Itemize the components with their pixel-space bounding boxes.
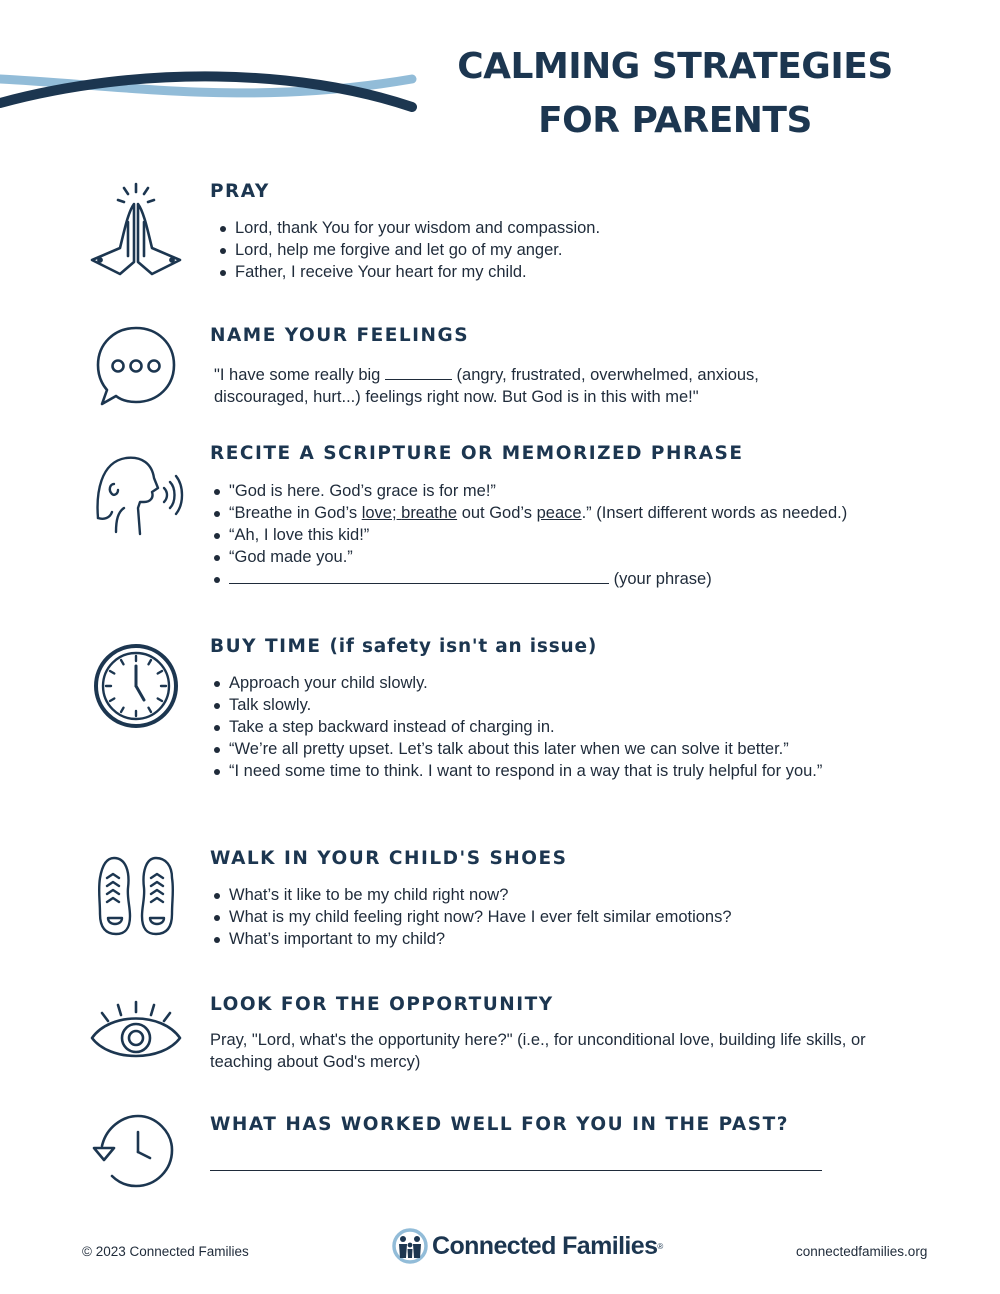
- eye-icon: [88, 998, 184, 1064]
- heading-qualifier: (if safety isn't an issue): [329, 636, 598, 657]
- list-item: What’s important to my child?: [210, 928, 732, 950]
- shoe-soles-icon: [94, 854, 178, 938]
- history-clock-icon: [92, 1112, 176, 1192]
- list-item: Lord, help me forgive and let go of my anger.: [216, 239, 600, 261]
- opportunity-text: Pray, "Lord, what's the opportunity here?" (i.e., for unconditional love, building life skills, or teaching about God's mercy): [210, 1031, 866, 1071]
- recite-list: [210, 480, 847, 590]
- praying-hands-icon: [80, 182, 190, 282]
- statement-end: discouraged, hurt...) feelings right now. But God is in this with me!": [214, 388, 699, 406]
- section-heading: NAME YOUR FEELINGS: [210, 325, 470, 346]
- list-item: Approach your child slowly.: [210, 672, 822, 694]
- list-item: (your phrase): [210, 568, 847, 590]
- underlined-word-peace: peace: [536, 504, 582, 522]
- list-item: “I need some time to think. I want to respond in a way that is truly helpful for you.”: [210, 760, 822, 782]
- buy-time-list: [210, 672, 822, 782]
- underlined-word-love: love;: [361, 504, 397, 522]
- feelings-statement: [214, 364, 759, 408]
- speaking-person-icon: [94, 454, 190, 538]
- brand-name: Connected Families: [432, 1231, 658, 1260]
- pray-list: [216, 217, 600, 283]
- page-title-line-2: FOR PARENTS: [538, 100, 812, 141]
- your-phrase-blank: [229, 570, 609, 584]
- footer-copyright: © 2023 Connected Families: [82, 1244, 249, 1259]
- section-heading: RECITE A SCRIPTURE OR MEMORIZED PHRASE: [210, 443, 744, 464]
- list-item: “We’re all pretty upset. Let’s talk about this later when we can solve it better.”: [210, 738, 822, 760]
- page-title-line-1: CALMING STRATEGIES: [457, 46, 893, 87]
- list-item: Father, I receive Your heart for my child.: [216, 261, 600, 283]
- speech-bubble-icon: [94, 324, 178, 408]
- section-heading: WALK IN YOUR CHILD'S SHOES: [210, 848, 568, 869]
- list-item: Lord, thank You for your wisdom and compassion.: [216, 217, 600, 239]
- section-heading: PRAY: [210, 181, 270, 202]
- clock-icon: [92, 642, 180, 730]
- list-item: Talk slowly.: [210, 694, 822, 716]
- family-logo-icon: [392, 1228, 428, 1264]
- section-heading: LOOK FOR THE OPPORTUNITY: [210, 994, 554, 1015]
- shoes-list: [210, 884, 732, 950]
- statement-start: "I have some really big: [214, 366, 381, 384]
- answer-line: [210, 1170, 822, 1171]
- statement-options: (angry, frustrated, overwhelmed, anxious,: [456, 366, 759, 384]
- list-item: "God is here. God’s grace is for me!”: [210, 480, 847, 502]
- list-item: “God made you.”: [210, 546, 847, 568]
- section-heading: WHAT HAS WORKED WELL FOR YOU IN THE PAST?: [210, 1114, 789, 1135]
- registered-mark: ®: [657, 1241, 664, 1251]
- list-item: What is my child feeling right now? Have I ever felt similar emotions?: [210, 906, 732, 928]
- list-item: “Breathe in God’s love; breathe out God’s peace.” (Insert different words as needed.): [210, 502, 847, 524]
- section-heading: BUY TIME (if safety isn't an issue): [210, 636, 598, 657]
- header-swoosh-graphic: [0, 55, 420, 130]
- underlined-word-breathe: breathe: [401, 504, 458, 522]
- brand-logo: [392, 1228, 663, 1264]
- footer-website: connectedfamilies.org: [796, 1244, 928, 1259]
- list-item: What’s it like to be my child right now?: [210, 884, 732, 906]
- list-item: Take a step backward instead of charging in.: [210, 716, 822, 738]
- fill-in-blank: [385, 366, 452, 380]
- list-item: “Ah, I love this kid!”: [210, 524, 847, 546]
